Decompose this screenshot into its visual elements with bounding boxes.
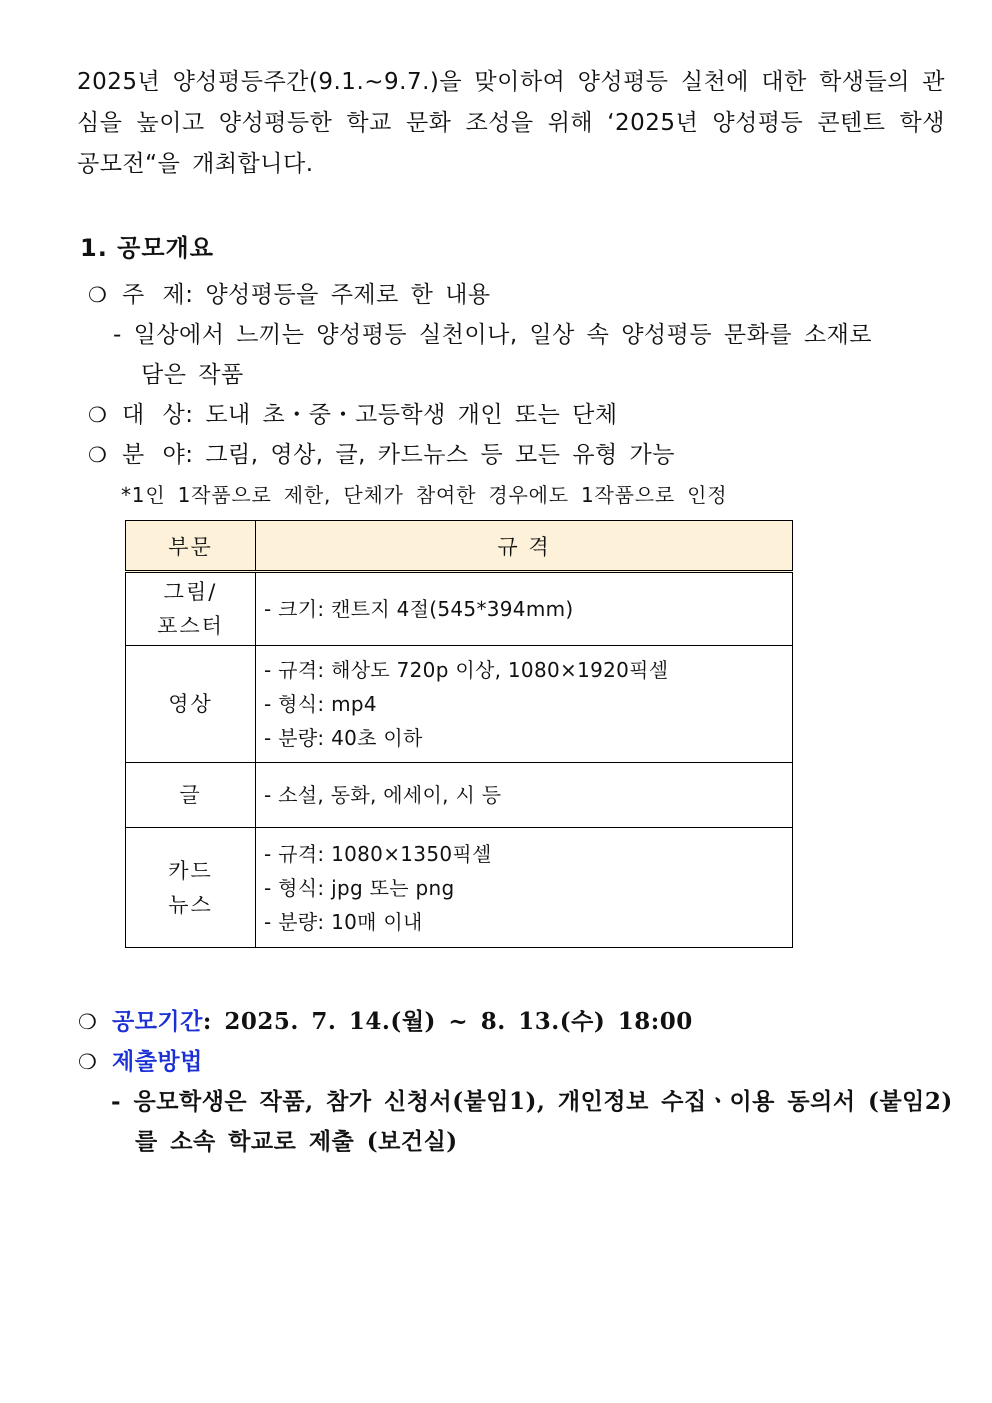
target-value: 도내 초・중・고등학생 개인 또는 단체 xyxy=(205,402,618,428)
category-cell: 영상 xyxy=(126,646,256,763)
submission-row xyxy=(78,1043,203,1076)
target-label: 대 상: xyxy=(122,402,194,428)
theme-row xyxy=(88,276,491,309)
header-spec: 규 격 xyxy=(256,521,793,572)
target-row xyxy=(88,396,618,429)
circle-bullet-icon: ❍ xyxy=(78,1050,98,1074)
circle-bullet-icon: ❍ xyxy=(88,283,108,307)
table-row xyxy=(126,646,793,763)
circle-bullet-icon: ❍ xyxy=(78,1010,98,1034)
circle-bullet-icon: ❍ xyxy=(88,403,108,427)
table-row xyxy=(126,828,793,948)
table-row xyxy=(126,572,793,646)
field-note: *1인 1작품으로 제한, 단체가 참여한 경우에도 1작품으로 인정 xyxy=(121,483,728,507)
theme-detail-line2: 담은 작품 xyxy=(141,362,244,388)
section-title: 1. 공모개요 xyxy=(80,234,214,262)
period-value: : 2025. 7. 14.(월) ~ 8. 13.(수) 18:00 xyxy=(202,1008,693,1035)
submission-line2: 를 소속 학교로 제출 (보건실) xyxy=(135,1128,458,1155)
header-category: 부문 xyxy=(126,521,256,572)
table-header-row xyxy=(126,521,793,572)
category-cell: 그림/ 포스터 xyxy=(126,572,256,646)
category-cell: 글 xyxy=(126,763,256,828)
theme-label: 주 제: xyxy=(122,282,194,308)
spec-cell: - 규격: 1080×1350픽셀 - 형식: jpg 또는 png - 분량: 10매 이내 xyxy=(256,828,793,948)
circle-bullet-icon: ❍ xyxy=(88,443,108,467)
period-label: 공모기간 xyxy=(112,1008,203,1035)
theme-detail-line1: - 일상에서 느끼는 양성평등 실천이나, 일상 속 양성평등 문화를 소재로 xyxy=(113,322,873,348)
table-row xyxy=(126,763,793,828)
submission-label: 제출방법 xyxy=(112,1048,203,1075)
spec-cell: - 소설, 동화, 에세이, 시 등 xyxy=(256,763,793,828)
submission-line1: - 응모학생은 작품, 참가 신청서(붙임1), 개인정보 수집ㆍ이용 동의서 (붙임2) xyxy=(111,1088,953,1115)
spec-table xyxy=(125,520,793,948)
field-label: 분 야: xyxy=(122,442,194,468)
intro-paragraph: 2025년 양성평등주간(9.1.~9.7.)을 맞이하여 양성평등 실천에 대한 학생들의 관심을 높이고 양성평등한 학교 문화 조성을 위해 ‘2025년 양성평등 콘텐트 학생 공모전“을 개최합니다. xyxy=(77,69,945,177)
spec-cell: - 크기: 캔트지 4절(545*394mm) xyxy=(256,572,793,646)
period-row xyxy=(78,1003,693,1036)
theme-value: 양성평등을 주제로 한 내용 xyxy=(205,282,491,308)
field-row xyxy=(88,436,675,469)
spec-cell: - 규격: 해상도 720p 이상, 1080×1920픽셀 - 형식: mp4 - 분량: 40초 이하 xyxy=(256,646,793,763)
field-value: 그림, 영상, 글, 카드뉴스 등 모든 유형 가능 xyxy=(205,442,675,468)
category-cell: 카드 뉴스 xyxy=(126,828,256,948)
